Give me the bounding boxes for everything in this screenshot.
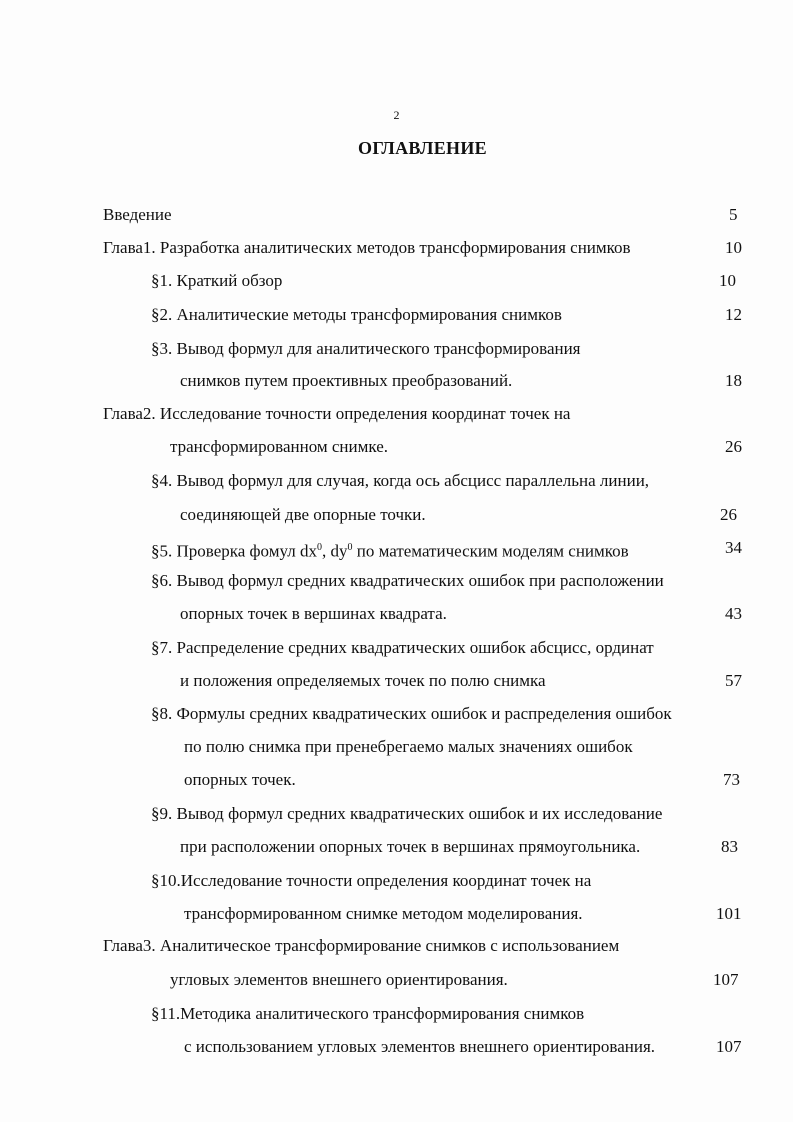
toc-page-section-1: 10	[719, 271, 736, 290]
toc-page-section-7: 57	[725, 671, 742, 690]
toc-entry-section-3-line-2: снимков путем проективных преобразований.	[180, 371, 513, 390]
toc-page-section-4: 26	[720, 505, 737, 524]
toc-entry-section-11-line-2: с использованием угловых элементов внешнего ориентирования.	[184, 1037, 656, 1056]
toc-entry-section-8-line-3: опорных точек.	[184, 770, 296, 789]
toc-entry-section-9-line-1: §9. Вывод формул средних квадратических ошибок и их исследование	[151, 804, 663, 823]
toc-entry-section-3-line-1: §3. Вывод формул для аналитического трансформирования	[151, 339, 581, 358]
toc-entry-section-7-line-1: §7. Распределение средних квадратических ошибок абсцисс, ординат	[151, 638, 654, 657]
toc-entry-section-5-sup-a: 0	[316, 542, 322, 553]
toc-page-introduction: 5	[729, 205, 738, 224]
toc-page-section-11: 107	[716, 1037, 742, 1056]
toc-page-chapter-1: 10	[725, 238, 742, 257]
toc-entry-section-11-line-1: §11.Методика аналитического трансформирования снимков	[151, 1004, 585, 1023]
toc-entry-section-4-line-2: соединяющей две опорные точки.	[180, 505, 426, 524]
toc-entry-section-5	[151, 538, 629, 562]
toc-page-section-5: 34	[725, 538, 742, 557]
toc-entry-section-5-text-b: , dy	[321, 541, 348, 561]
toc-entry-section-5-text-a: §5. Проверка фомул dx	[151, 541, 317, 561]
toc-entry-section-8-line-1: §8. Формулы средних квадратических ошибок и распределения ошибок	[151, 704, 672, 723]
toc-entry-section-6-line-1: §6. Вывод формул средних квадратических ошибок при расположении	[151, 571, 664, 590]
toc-entry-chapter-2-line-2: трансформированном снимке.	[170, 437, 389, 456]
toc-page-section-6: 43	[725, 604, 742, 623]
toc-entry-section-8-line-2: по полю снимка при пренебрегаемо малых значениях ошибок	[184, 737, 633, 756]
toc-entry-section-6-line-2: опорных точек в вершинах квадрата.	[180, 604, 447, 623]
toc-page-section-9: 83	[721, 837, 738, 856]
toc-entry-section-2: §2. Аналитические методы трансформирования снимков	[151, 305, 562, 324]
toc-page-section-3: 18	[725, 371, 742, 390]
toc-entry-chapter-2-line-1: Глава2. Исследование точности определения координат точек на	[103, 404, 571, 423]
toc-page-section-10: 101	[716, 904, 742, 923]
toc-entry-section-10-line-1: §10.Исследование точности определения координат точек на	[151, 871, 592, 890]
toc-entry-section-1: §1. Краткий обзор	[151, 271, 283, 290]
toc-entry-section-4-line-1: §4. Вывод формул для случая, когда ось абсцисс параллельна линии,	[151, 471, 650, 490]
toc-entry-chapter-3-line-1: Глава3. Аналитическое трансформирование снимков с использованием	[103, 936, 620, 955]
toc-title: ОГЛАВЛЕНИЕ	[358, 138, 487, 158]
toc-entry-section-5-sup-b: 0	[347, 542, 353, 553]
toc-entry-chapter-3-line-2: угловых элементов внешнего ориентирования.	[170, 970, 508, 989]
page-number: 2	[393, 108, 400, 122]
toc-entry-section-10-line-2: трансформированном снимке методом моделирования.	[184, 904, 583, 923]
toc-entry-section-5-text-c: по математическим моделям снимков	[352, 541, 629, 561]
toc-entry-chapter-1: Глава1. Разработка аналитических методов трансформирования снимков	[103, 238, 631, 257]
toc-entry-section-9-line-2: при расположении опорных точек в вершинах прямоугольника.	[180, 837, 641, 856]
toc-page-section-8: 73	[723, 770, 740, 789]
toc-entry-introduction: Введение	[103, 205, 172, 224]
toc-entry-section-7-line-2: и положения определяемых точек по полю снимка	[180, 671, 546, 690]
toc-page-chapter-3: 107	[713, 970, 739, 989]
toc-page-section-2: 12	[725, 305, 742, 324]
toc-page-chapter-2: 26	[725, 437, 742, 456]
